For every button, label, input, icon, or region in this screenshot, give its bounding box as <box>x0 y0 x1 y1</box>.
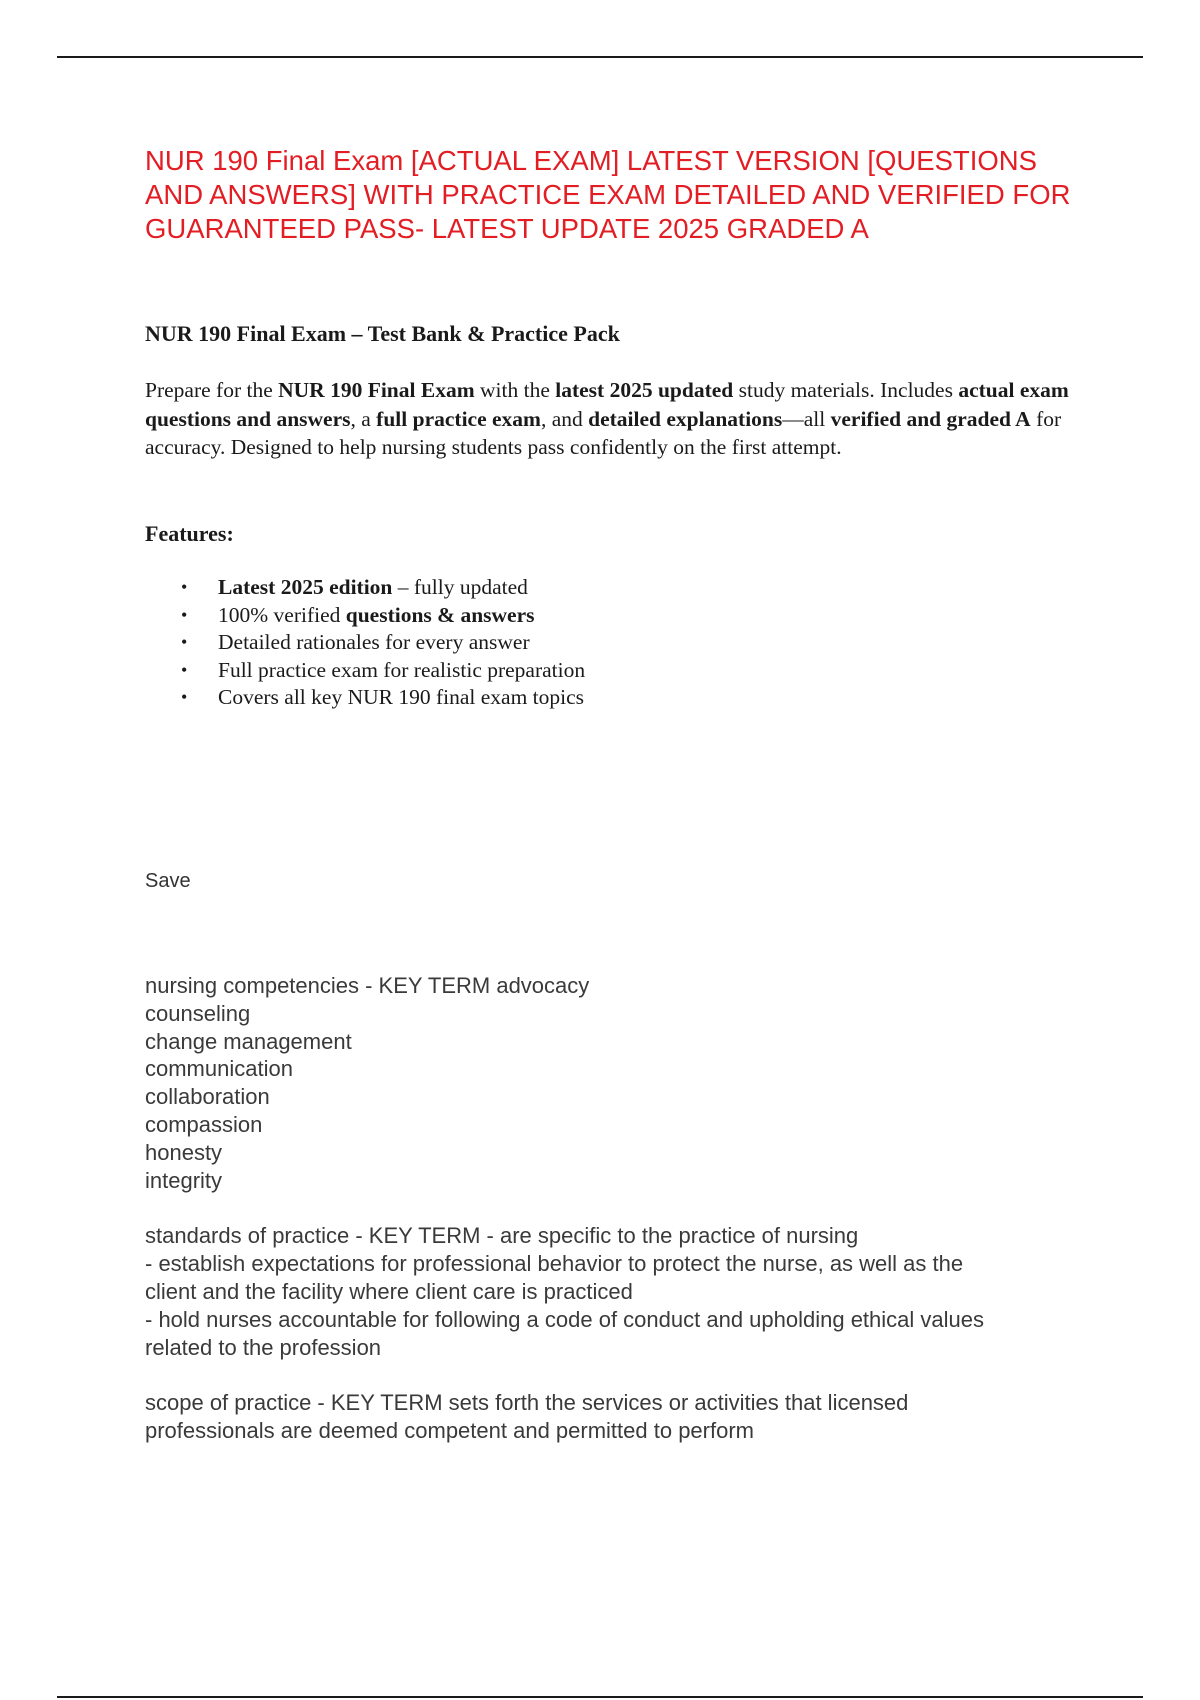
feature-text: – fully updated <box>392 575 528 599</box>
pack-heading: NUR 190 Final Exam – Test Bank & Practice Pack <box>145 321 620 346</box>
term-line: honesty <box>145 1139 223 1165</box>
term-nursing-competencies <box>145 972 1080 1194</box>
document-title: NUR 190 Final Exam [ACTUAL EXAM] LATEST VERSION [QUESTIONS AND ANSWERS] WITH PRACTICE EXAM DETAILED AND VERIFIED FOR GUARANTEED PASS- LATEST UPDATE 2025 GRADED A <box>145 145 1071 244</box>
intro-bold: detailed explanations <box>588 406 783 431</box>
bullet-icon: • <box>181 577 188 597</box>
features-heading: Features: <box>145 521 234 546</box>
intro-text: —all <box>782 406 831 431</box>
document-body <box>145 144 1080 1444</box>
feature-item <box>145 657 585 685</box>
feature-bold: questions & answers <box>345 602 535 627</box>
intro-text: Prepare for the <box>145 378 279 402</box>
term-line: client and the facility where client care is practiced <box>145 1278 633 1304</box>
term-line: counseling <box>145 1000 251 1026</box>
header-rule <box>57 56 1143 58</box>
feature-bold: Latest 2025 edition <box>218 575 393 599</box>
intro-bold: actual exam questions and answers <box>145 378 1069 431</box>
bullet-icon: • <box>181 604 188 625</box>
feature-item <box>145 629 585 657</box>
term-line: standards of practice - KEY TERM - are specific to the practice of nursing <box>145 1223 859 1249</box>
term-line: change management <box>145 1028 352 1054</box>
feature-item <box>145 684 585 712</box>
term-line: collaboration <box>145 1084 270 1110</box>
feature-text: Full practice exam for realistic preparation <box>218 657 586 682</box>
intro-text: for accuracy. Designed to help nursing students pass confidently on the first attempt. <box>145 406 1062 459</box>
intro-text: , a <box>350 406 377 431</box>
feature-item <box>145 574 585 602</box>
save-label: Save <box>145 870 191 892</box>
feature-text: Covers all key NUR 190 final exam topics <box>218 685 585 710</box>
term-line: compassion <box>145 1111 263 1137</box>
bullet-icon: • <box>181 659 188 680</box>
term-line: - establish expectations for professional behavior to protect the nurse, as well as the <box>145 1251 964 1277</box>
bullet-icon: • <box>181 687 188 708</box>
intro-bold: full practice exam <box>376 406 541 431</box>
term-line: scope of practice - KEY TERM sets forth the services or activities that licensed <box>145 1390 909 1416</box>
feature-text: Detailed rationales for every answer <box>218 630 530 655</box>
term-line: professionals are deemed competent and permitted to perform <box>145 1418 754 1444</box>
footer-rule <box>57 1696 1143 1698</box>
intro-text: study materials. Includes <box>733 378 959 402</box>
feature-item <box>145 602 585 630</box>
intro-text: , and <box>540 406 589 431</box>
intro-bold: latest 2025 updated <box>555 378 734 402</box>
term-line: nursing competencies - KEY TERM advocacy <box>145 973 590 998</box>
term-line: integrity <box>145 1167 223 1193</box>
intro-bold: verified and graded A <box>830 406 1031 431</box>
term-line: related to the profession <box>145 1334 382 1360</box>
bullet-icon: • <box>181 632 188 653</box>
key-terms <box>145 972 1080 1445</box>
intro-text: with the <box>474 378 556 402</box>
intro-paragraph <box>145 376 1080 462</box>
term-standards-of-practice <box>145 1222 1080 1361</box>
term-line: communication <box>145 1056 293 1082</box>
term-line: - hold nurses accountable for following a code of conduct and upholding ethical values <box>145 1306 984 1332</box>
intro-bold: NUR 190 Final Exam <box>278 378 475 402</box>
features-list <box>145 574 585 712</box>
feature-text: 100% verified <box>218 602 346 627</box>
term-scope-of-practice <box>145 1389 1080 1445</box>
